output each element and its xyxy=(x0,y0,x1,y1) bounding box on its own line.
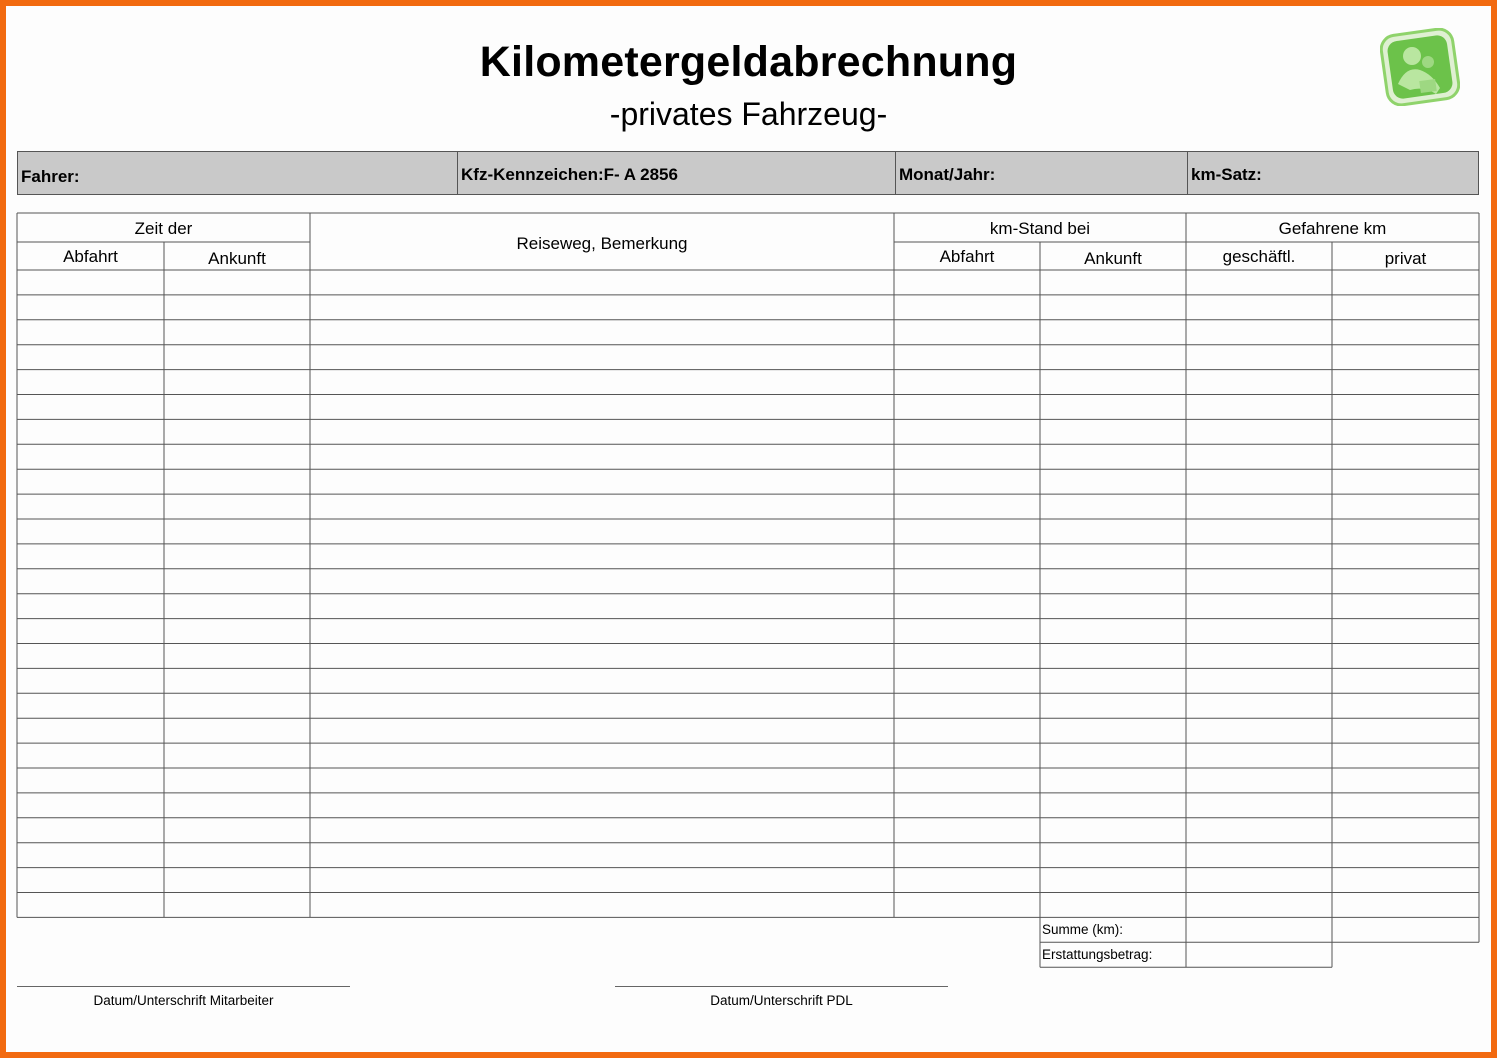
table-cell[interactable] xyxy=(1186,345,1332,370)
col-header-private-km: privat xyxy=(1384,249,1427,268)
table-row xyxy=(17,569,1479,594)
table-cell[interactable] xyxy=(894,743,1040,768)
table-cell[interactable] xyxy=(310,419,894,444)
table-cell[interactable] xyxy=(894,444,1040,469)
table-cell[interactable] xyxy=(894,270,1040,295)
table-cell[interactable] xyxy=(310,644,894,669)
table-cell[interactable] xyxy=(1332,818,1479,843)
table-cell[interactable] xyxy=(310,843,894,868)
table-cell[interactable] xyxy=(1186,370,1332,395)
table-cell[interactable] xyxy=(894,693,1040,718)
table-cell[interactable] xyxy=(17,295,164,320)
table-cell[interactable] xyxy=(17,594,164,619)
pdl-signature-label: Datum/Unterschrift PDL xyxy=(710,993,853,1008)
table-row xyxy=(17,295,1479,320)
table-row xyxy=(17,419,1479,444)
table-cell[interactable] xyxy=(164,743,310,768)
page-subtitle: -privates Fahrzeug- xyxy=(609,96,888,132)
table-cell[interactable] xyxy=(164,519,310,544)
group-header-time: Zeit der xyxy=(134,219,193,238)
table-row xyxy=(17,843,1479,868)
table-cell[interactable] xyxy=(1186,668,1332,693)
table-cell[interactable] xyxy=(894,644,1040,669)
table-cell[interactable] xyxy=(17,395,164,420)
col-header-business-km: geschäftl. xyxy=(1222,247,1296,266)
table-cell[interactable] xyxy=(894,419,1040,444)
table-cell[interactable] xyxy=(1186,893,1332,918)
refund-label: Erstattungsbetrag: xyxy=(1042,947,1153,962)
table-cell[interactable] xyxy=(1186,494,1332,519)
table-row xyxy=(17,544,1479,569)
table-cell[interactable] xyxy=(1186,395,1332,420)
table-cell[interactable] xyxy=(1186,693,1332,718)
table-cell[interactable] xyxy=(17,569,164,594)
col-header-departure-km: Abfahrt xyxy=(939,247,995,266)
table-cell[interactable] xyxy=(1040,768,1186,793)
table-cell[interactable] xyxy=(1186,793,1332,818)
table-cell[interactable] xyxy=(164,818,310,843)
table-cell[interactable] xyxy=(1040,469,1186,494)
table-cell[interactable] xyxy=(1332,843,1479,868)
table-cell[interactable] xyxy=(894,320,1040,345)
col-header-arrival-km: Ankunft xyxy=(1084,249,1142,268)
table-cell[interactable] xyxy=(310,718,894,743)
table-cell[interactable] xyxy=(164,718,310,743)
table-cell[interactable] xyxy=(164,768,310,793)
table-cell[interactable] xyxy=(1332,668,1479,693)
sum-private-cell[interactable] xyxy=(1332,917,1479,942)
table-cell[interactable] xyxy=(164,594,310,619)
table-cell[interactable] xyxy=(1332,768,1479,793)
table-cell[interactable] xyxy=(1040,395,1186,420)
table-cell[interactable] xyxy=(1186,743,1332,768)
table-cell[interactable] xyxy=(1332,270,1479,295)
table-cell[interactable] xyxy=(164,469,310,494)
table-row xyxy=(17,768,1479,793)
table-cell[interactable] xyxy=(894,793,1040,818)
table-cell[interactable] xyxy=(164,893,310,918)
table-cell[interactable] xyxy=(894,868,1040,893)
table-cell[interactable] xyxy=(894,345,1040,370)
month-year-label: Monat/Jahr: xyxy=(899,165,996,184)
table-cell[interactable] xyxy=(17,718,164,743)
table-cell[interactable] xyxy=(1040,693,1186,718)
table-cell[interactable] xyxy=(17,893,164,918)
table-cell[interactable] xyxy=(310,494,894,519)
table-cell[interactable] xyxy=(310,594,894,619)
table-cell[interactable] xyxy=(1186,619,1332,644)
table-cell[interactable] xyxy=(894,370,1040,395)
table-cell[interactable] xyxy=(310,768,894,793)
table-cell[interactable] xyxy=(310,793,894,818)
table-cell[interactable] xyxy=(310,693,894,718)
route-header: Reiseweg, Bemerkung xyxy=(516,234,688,253)
table-cell[interactable] xyxy=(17,668,164,693)
table-cell[interactable] xyxy=(1332,469,1479,494)
table-cell[interactable] xyxy=(17,868,164,893)
table-cell[interactable] xyxy=(894,619,1040,644)
table-cell[interactable] xyxy=(894,469,1040,494)
table-cell[interactable] xyxy=(17,519,164,544)
table-cell[interactable] xyxy=(1186,718,1332,743)
table-cell[interactable] xyxy=(1332,893,1479,918)
table-cell[interactable] xyxy=(1332,793,1479,818)
table-cell[interactable] xyxy=(164,619,310,644)
table-row xyxy=(17,444,1479,469)
table-cell[interactable] xyxy=(310,370,894,395)
table-cell[interactable] xyxy=(164,693,310,718)
plate-label: Kfz-Kennzeichen:F- A 2856 xyxy=(461,165,678,184)
table-cell[interactable] xyxy=(1186,419,1332,444)
table-cell[interactable] xyxy=(164,320,310,345)
table-row xyxy=(17,395,1479,420)
table-cell[interactable] xyxy=(164,395,310,420)
table-cell[interactable] xyxy=(1040,668,1186,693)
table-cell[interactable] xyxy=(17,469,164,494)
table-row xyxy=(17,793,1479,818)
table-cell[interactable] xyxy=(310,469,894,494)
table-cell[interactable] xyxy=(1186,469,1332,494)
table-cell[interactable] xyxy=(894,295,1040,320)
table-cell[interactable] xyxy=(1332,370,1479,395)
table-cell[interactable] xyxy=(894,519,1040,544)
table-cell[interactable] xyxy=(1332,320,1479,345)
table-row xyxy=(17,818,1479,843)
table-cell[interactable] xyxy=(1040,843,1186,868)
driver-label: Fahrer: xyxy=(21,167,80,186)
table-cell[interactable] xyxy=(1186,644,1332,669)
table-cell[interactable] xyxy=(894,893,1040,918)
table-cell[interactable] xyxy=(164,295,310,320)
table-cell[interactable] xyxy=(17,370,164,395)
table-cell[interactable] xyxy=(894,569,1040,594)
page-title: Kilometergeldabrechnung xyxy=(479,38,1018,86)
table-cell[interactable] xyxy=(894,818,1040,843)
table-cell[interactable] xyxy=(310,395,894,420)
table-cell[interactable] xyxy=(310,345,894,370)
table-cell[interactable] xyxy=(17,419,164,444)
table-cell[interactable] xyxy=(310,519,894,544)
table-cell[interactable] xyxy=(1040,644,1186,669)
pdl-signature-line[interactable] xyxy=(615,986,948,987)
table-cell[interactable] xyxy=(1332,494,1479,519)
table-cell[interactable] xyxy=(1332,718,1479,743)
table-cell[interactable] xyxy=(894,718,1040,743)
table-cell[interactable] xyxy=(17,743,164,768)
table-cell[interactable] xyxy=(894,594,1040,619)
table-cell[interactable] xyxy=(310,444,894,469)
table-cell[interactable] xyxy=(1040,444,1186,469)
table-cell[interactable] xyxy=(1186,519,1332,544)
table-cell[interactable] xyxy=(1332,644,1479,669)
table-cell[interactable] xyxy=(1332,743,1479,768)
refund-amount-cell[interactable] xyxy=(1186,942,1332,967)
table-cell[interactable] xyxy=(310,544,894,569)
table-cell[interactable] xyxy=(1040,619,1186,644)
table-row xyxy=(17,320,1479,345)
table-cell[interactable] xyxy=(1186,444,1332,469)
table-cell[interactable] xyxy=(164,544,310,569)
table-row xyxy=(17,619,1479,644)
table-cell[interactable] xyxy=(310,320,894,345)
table-cell[interactable] xyxy=(1040,818,1186,843)
table-row xyxy=(17,494,1479,519)
table-row xyxy=(17,868,1479,893)
table-cell[interactable] xyxy=(1040,868,1186,893)
table-cell[interactable] xyxy=(164,444,310,469)
table-cell[interactable] xyxy=(1332,444,1479,469)
table-cell[interactable] xyxy=(310,868,894,893)
table-cell[interactable] xyxy=(1186,868,1332,893)
table-cell[interactable] xyxy=(1332,345,1479,370)
table-cell[interactable] xyxy=(310,619,894,644)
table-cell[interactable] xyxy=(894,544,1040,569)
table-cell[interactable] xyxy=(1332,544,1479,569)
table-cell[interactable] xyxy=(1186,320,1332,345)
table-cell[interactable] xyxy=(1040,345,1186,370)
table-row xyxy=(17,693,1479,718)
table-cell[interactable] xyxy=(164,419,310,444)
table-cell[interactable] xyxy=(1186,594,1332,619)
table-cell[interactable] xyxy=(164,868,310,893)
table-cell[interactable] xyxy=(164,345,310,370)
table-cell[interactable] xyxy=(1332,693,1479,718)
table-cell[interactable] xyxy=(164,793,310,818)
table-cell[interactable] xyxy=(310,893,894,918)
table-cell[interactable] xyxy=(17,693,164,718)
table-cell[interactable] xyxy=(894,768,1040,793)
table-cell[interactable] xyxy=(1332,519,1479,544)
table-cell[interactable] xyxy=(310,270,894,295)
table-cell[interactable] xyxy=(17,843,164,868)
table-cell[interactable] xyxy=(1040,419,1186,444)
col-header-arrival-time: Ankunft xyxy=(208,249,266,268)
table-cell[interactable] xyxy=(1040,569,1186,594)
table-cell[interactable] xyxy=(17,494,164,519)
table-cell[interactable] xyxy=(1332,569,1479,594)
table-cell[interactable] xyxy=(894,494,1040,519)
table-cell[interactable] xyxy=(17,320,164,345)
table-cell[interactable] xyxy=(164,569,310,594)
table-cell[interactable] xyxy=(17,818,164,843)
table-row xyxy=(17,270,1479,295)
table-cell[interactable] xyxy=(894,668,1040,693)
sum-business-cell[interactable] xyxy=(1186,917,1332,942)
employee-signature-label: Datum/Unterschrift Mitarbeiter xyxy=(93,993,274,1008)
table-cell[interactable] xyxy=(1040,594,1186,619)
table-cell[interactable] xyxy=(1332,295,1479,320)
table-cell[interactable] xyxy=(310,569,894,594)
table-cell[interactable] xyxy=(164,494,310,519)
table-cell[interactable] xyxy=(164,668,310,693)
table-cell[interactable] xyxy=(894,843,1040,868)
table-row xyxy=(17,743,1479,768)
rate-label: km-Satz: xyxy=(1191,165,1262,184)
sum-label: Summe (km): xyxy=(1042,922,1123,937)
table-row xyxy=(17,519,1479,544)
table-cell[interactable] xyxy=(1040,793,1186,818)
table-cell[interactable] xyxy=(1332,395,1479,420)
table-row xyxy=(17,370,1479,395)
table-cell[interactable] xyxy=(1186,569,1332,594)
table-row xyxy=(17,893,1479,918)
table-cell[interactable] xyxy=(1186,544,1332,569)
table-cell[interactable] xyxy=(894,395,1040,420)
table-cell[interactable] xyxy=(1040,544,1186,569)
table-cell[interactable] xyxy=(1040,295,1186,320)
table-cell[interactable] xyxy=(1332,868,1479,893)
col-header-departure-time: Abfahrt xyxy=(63,247,118,266)
table-cell[interactable] xyxy=(1186,295,1332,320)
table-row xyxy=(17,718,1479,743)
table-row xyxy=(17,644,1479,669)
table-cell[interactable] xyxy=(1186,768,1332,793)
table-cell[interactable] xyxy=(1332,619,1479,644)
table-cell[interactable] xyxy=(1186,270,1332,295)
table-cell[interactable] xyxy=(1332,419,1479,444)
table-row xyxy=(17,594,1479,619)
employee-signature-line[interactable] xyxy=(17,986,350,987)
table-cell[interactable] xyxy=(310,743,894,768)
table-cell[interactable] xyxy=(1040,370,1186,395)
table-cell[interactable] xyxy=(17,768,164,793)
table-cell[interactable] xyxy=(310,295,894,320)
table-cell[interactable] xyxy=(164,843,310,868)
table-cell[interactable] xyxy=(310,668,894,693)
table-cell[interactable] xyxy=(1040,743,1186,768)
table-cell[interactable] xyxy=(17,270,164,295)
table-cell[interactable] xyxy=(17,544,164,569)
table-cell[interactable] xyxy=(310,818,894,843)
table-cell[interactable] xyxy=(1186,843,1332,868)
table-cell[interactable] xyxy=(1040,320,1186,345)
table-cell[interactable] xyxy=(164,644,310,669)
table-cell[interactable] xyxy=(1040,893,1186,918)
table-row xyxy=(17,345,1479,370)
group-header-odometer: km-Stand bei xyxy=(989,219,1091,238)
table-cell[interactable] xyxy=(1332,594,1479,619)
table-cell[interactable] xyxy=(1186,818,1332,843)
table-cell[interactable] xyxy=(164,270,310,295)
table-cell[interactable] xyxy=(17,644,164,669)
table-cell[interactable] xyxy=(17,444,164,469)
table-cell[interactable] xyxy=(1040,718,1186,743)
group-header-km: Gefahrene km xyxy=(1278,219,1387,238)
table-cell[interactable] xyxy=(164,370,310,395)
table-row xyxy=(17,469,1479,494)
table-cell[interactable] xyxy=(1040,519,1186,544)
table-row xyxy=(17,668,1479,693)
table-cell[interactable] xyxy=(1040,494,1186,519)
table-cell[interactable] xyxy=(1040,270,1186,295)
table-cell[interactable] xyxy=(17,793,164,818)
table-cell[interactable] xyxy=(17,619,164,644)
table-cell[interactable] xyxy=(17,345,164,370)
